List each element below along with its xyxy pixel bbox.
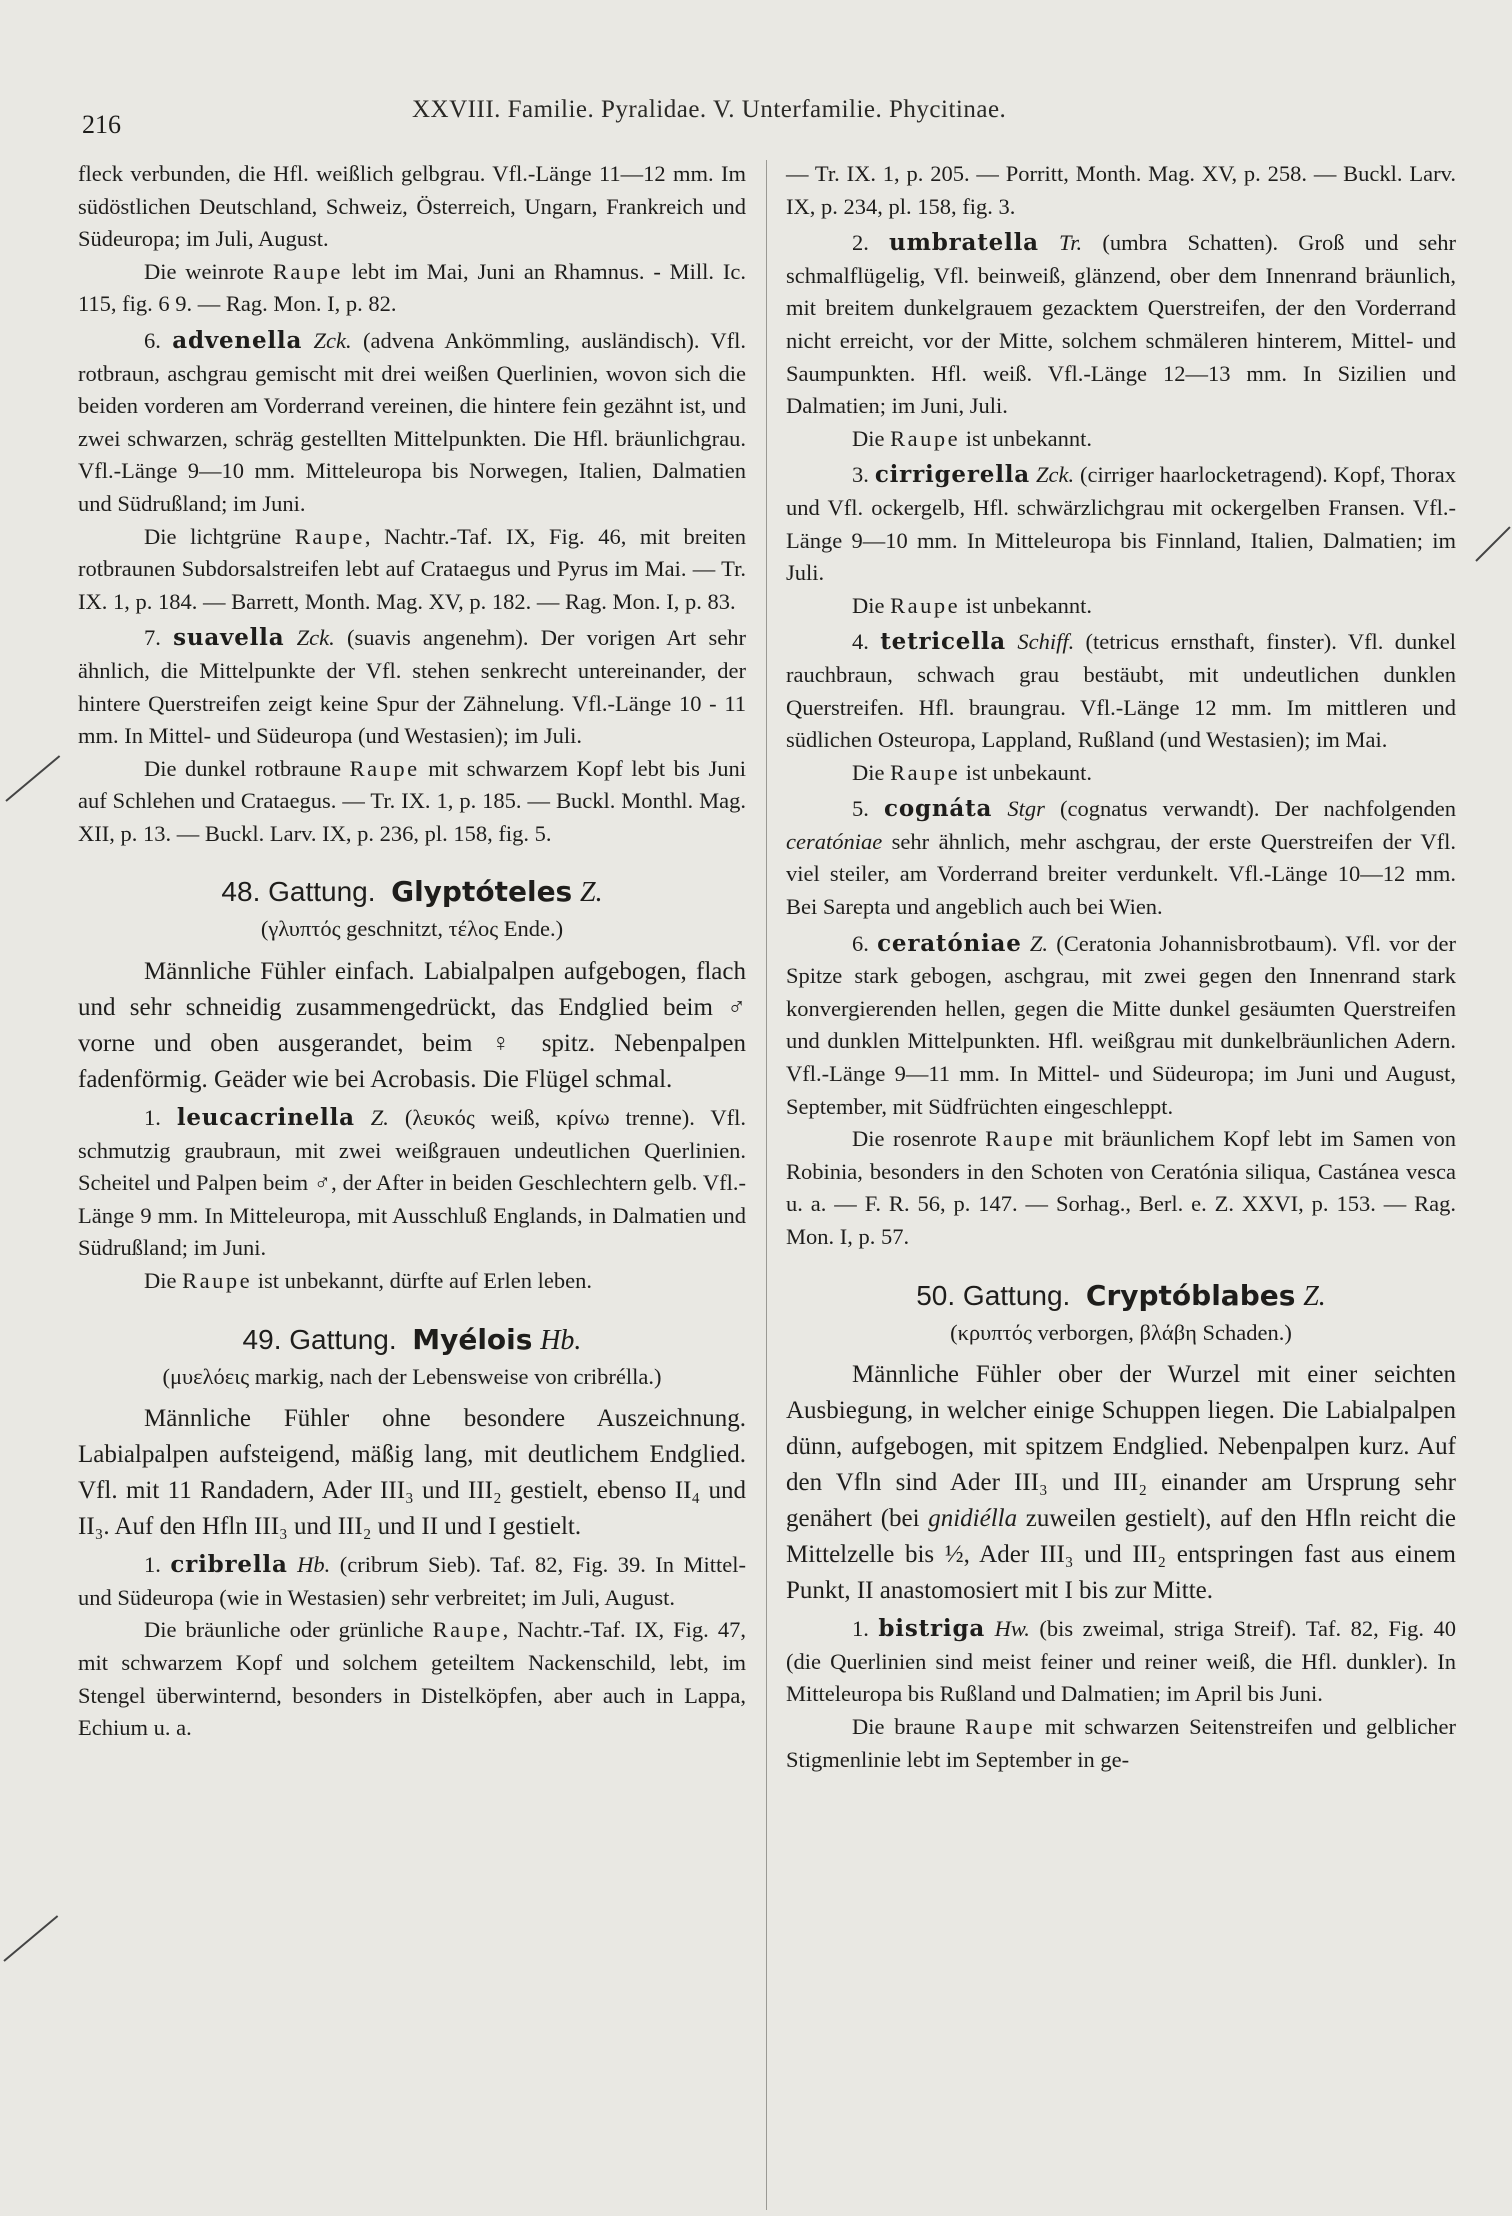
right-column — [786, 158, 1456, 1776]
raupe-paragraph: Die dunkel rotbraune Raupe mit schwarzem Kopf lebt bis Juni auf Schlehen und Crataegus. — Tr. IX. 1, p. 185. — Buckl. Monthl. Mag. XII, p. 13. — Buckl. Larv. IX, p. 236, pl. 158, fig. 5. — [78, 755, 747, 846]
raupe-paragraph: Die braune Raupe mit schwarzen Seitenstreifen und gelblicher Stigmenlinie lebt im September in ge- — [786, 1713, 1456, 1772]
genus-description: Männliche Fühler einfach. Labialpalpen aufgebogen, flach und sehr schneidig zusammengedrückt, das Endglied beim ♂ vorne und oben ausgerandet, beim ♀ spitz. Nebenpalpen fadenförmig. Geäder wie bei Acrobasis. Die Flügel schmal. — [78, 958, 746, 1094]
raupe-paragraph: Die Raupe ist unbekannt. — [852, 425, 1092, 451]
species-name: suavella — [173, 624, 285, 652]
pencil-mark — [1475, 526, 1510, 561]
species-entry: 5. cognáta Stgr (cognatus verwandt). Der nachfolgenden ceratóniae sehr ähnlich, mehr aschgrau, der erste Querstreifen der Vfl. viel steiler, am Vorderrand breiter verdunkelt. Vfl.-Länge 10—12 mm. Bei Sarepta und angeblich auch bei Wien. — [786, 795, 1456, 920]
species-entry: 1. bistriga Hw. (bis zweimal, striga Streif). Taf. 82, Fig. 40 (die Querlinien sind meist feiner und reiner weiß, die Hfl. dunkler). In Mitteleuropa bis Rußland und Dalmatien; im April bis Juni. — [786, 1615, 1456, 1707]
species-entry: 1. cribrella Hb. (cribrum Sieb). Taf. 82, Fig. 39. In Mittel- und Südeuropa (wie in Westasien) sehr verbreitet; im Juli, August. — [78, 1551, 747, 1610]
page-header — [0, 88, 1512, 139]
pencil-mark — [3, 1915, 58, 1962]
genus-heading: 49. Gattung. Myélois Hb. — [242, 1322, 582, 1356]
raupe-paragraph: Die lichtgrüne Raupe, Nachtr.-Taf. IX, Fig. 46, mit breiten rotbraunen Subdorsalstreifen lebt auf Crataegus und Pyrus im Mai. — Tr. IX. 1, p. 184. — Barrett, Month. Mag. XV, p. 182. — Rag. Mon. I, p. 83. — [78, 523, 746, 614]
species-entry: 7. suavella Zck. (suavis angenehm). Der vorigen Art sehr ähnlich, die Mittelpunkte der Vfl. stehen senkrecht untereinander, der hintere Querstreifen zeigt keine Spur der Zähnelung. Vfl.-Länge 10 - 11 mm. In Mittel- und Südeuropa (und Westasien); im Juli. — [78, 624, 746, 749]
page-number: 216 — [82, 110, 121, 139]
raupe-paragraph: Die Raupe ist unbekaunt. — [852, 759, 1092, 785]
raupe-paragraph: Die Raupe ist unbekannt, dürfte auf Erlen leben. — [144, 1268, 592, 1294]
species-name: cribrella — [170, 1551, 288, 1579]
etymology: (μυελόεις markig, nach der Lebensweise von cribrélla.) — [162, 1363, 662, 1389]
raupe-paragraph: Die Raupe ist unbekannt. — [852, 592, 1092, 618]
paragraph: — Tr. IX. 1, p. 205. — Porritt, Month. Mag. XV, p. 258. — Buckl. Larv. IX, p. 234, pl. 158, fig. 3. — [786, 161, 1456, 219]
species-name: tetricella — [880, 628, 1006, 656]
species-name: cognáta — [884, 795, 993, 823]
species-entry: 2. umbratella Tr. (umbra Schatten). Groß und sehr schmalflügelig, Vfl. beinweiß, glänzend, ober dem Innenrand bräunlich, mit breitem dunkelgrauem gezacktem Querstreifen, der den Vorderrand nicht erreicht, vor der Mitte, solchem schmäleren hinterem, Mittel- und Saumpunkten. Hfl. weiß. Vfl.-Länge 12—13 mm. In Sizilien und Dalmatien; im Juni, Juli. — [786, 229, 1457, 419]
species-name: bistriga — [878, 1615, 986, 1643]
species-name: leucacrinella — [176, 1104, 355, 1132]
species-entry: 6. advenella Zck. (advena Ankömmling, ausländisch). Vfl. rotbraun, aschgrau gemischt mit drei weißen Querlinien, wovon sich die beiden vorderen am Vorderrand vereinen, die hintere fein gezähnt ist, und zwei schwarzen, schräg gestellten Mittelpunkten. Die Hfl. bräunlichgrau. Vfl.-Länge 9—10 mm. Mitteleuropa bis Norwegen, Italien, Dalmatien und Südrußland; im Juni. — [78, 326, 747, 516]
genus-heading: 50. Gattung. Cryptóblabes Z. — [916, 1278, 1326, 1312]
paragraph: fleck verbunden, die Hfl. weißlich gelbgrau. Vfl.-Länge 11—12 mm. Im südöstlichen Deutschland, Schweiz, Österreich, Ungarn, Frankreich und Südeuropa; im Juli, August. — [78, 161, 746, 252]
genus-description: Männliche Fühler ohne besondere Auszeichnung. Labialpalpen aufsteigend, mäßig lang, mit deutlichem Endglied. Vfl. mit 11 Randadern, Ader III₃ und III₂ gestielt, ebenso II₄ und II₃. Auf den Hfln III₃ und III₂ und II und I gestielt. — [78, 1405, 746, 1541]
running-head: XXVIII. Familie. Pyralidae. V. Unterfamilie. Phycitinae. — [412, 96, 1007, 123]
genus-heading: 48. Gattung. Glyptóteles Z. — [221, 875, 603, 909]
pencil-mark — [5, 755, 60, 802]
column-divider — [766, 160, 767, 2210]
etymology: (γλυπτός geschnitzt, τέλος Ende.) — [260, 916, 564, 942]
raupe-paragraph: Die weinrote Raupe lebt im Mai, Juni an Rhamnus. - Mill. Ic. 115, fig. 6 9. — Rag. Mon. I, p. 82. — [78, 258, 746, 317]
left-column — [78, 158, 746, 1745]
species-name: umbratella — [889, 229, 1039, 257]
species-entry: 6. ceratóniae Z. (Ceratonia Johannisbrotbaum). Vfl. vor der Spitze stark gebogen, aschgrau, mit zwei gegen den Innenrand stark konvergierenden hellen, gegen die Mitte dunkel gesäumten Querstreifen und dunklen Mittelpunkten. Hfl. weißgrau mit dunkelbräunlichen Adern. Vfl.-Länge 9—11 mm. In Mittel- und Südeuropa; im Juni und August, September, mit Südfrüchten eingeschleppt. — [786, 929, 1457, 1119]
species-name: ceratóniae — [877, 929, 1022, 957]
species-name: cirrigerella — [874, 461, 1030, 489]
species-entry: 1. leucacrinella Z. (λευκός weiß, κρίνω trenne). Vfl. schmutzig graubraun, mit zwei weißgrauen undeutlichen Querlinien. Scheitel und Palpen beim ♂, der After in beiden Geschlechtern gelb. Vfl.-Länge 9 mm. In Mitteleuropa, mit Ausschluß Englands, in Dalmatien und Südrußland; im Juni. — [78, 1104, 747, 1261]
raupe-paragraph: Die rosenrote Raupe mit bräunlichem Kopf lebt im Samen von Robinia, besonders in den Schoten von Ceratónia siliqua, Castánea vesca u. a. — F. R. 56, p. 147. — Sorhag., Berl. e. Z. XXVI, p. 153. — Rag. Mon. I, p. 57. — [786, 1126, 1456, 1249]
raupe-paragraph: Die bräunliche oder grünliche Raupe, Nachtr.-Taf. IX, Fig. 47, mit schwarzem Kopf und solchem geteiltem Nackenschild, lebt, im Stengel überwinternd, besonders in Distelköpfen, aber auch in Lappa, Echium u. a. — [78, 1617, 746, 1741]
species-entry: 4. tetricella Schiff. (tetricus ernsthaft, finster). Vfl. dunkel rauchbraun, schwach grau bestäubt, mit undeutlichen dunklen Querstreifen. Hfl. braungrau. Vfl.-Länge 12 mm. Im mittleren und südlichen Osteuropa, Lappland, Rußland (und Westasien); im Mai. — [786, 628, 1457, 753]
species-entry: 3. cirrigerella Zck. (cirriger haarlocketragend). Kopf, Thorax und Vfl. ockergelb, Hfl. schwärzlichgrau mit ockergelben Fransen. Vfl.-Länge 9—10 mm. In Mitteleuropa bis Finnland, Italien, Dalmatien; im Juli. — [786, 461, 1457, 586]
species-name: advenella — [172, 326, 303, 354]
genus-description: Männliche Fühler ober der Wurzel mit einer seichten Ausbiegung, in welcher einige Schuppen liegen. Die Labialpalpen dünn, aufgebogen, mit spitzem Endglied. Nebenpalpen kurz. Auf den Vfln sind Ader III₃ und III₂ einander am Ursprung sehr genähert (bei gnidiélla zuweilen gestielt), auf den Hfln reicht die Mittelzelle bis ½, Ader III₃ und III₂ entspringen fast aus einem Punkt, II anastomosiert mit I bis zur Mitte. — [786, 1361, 1456, 1605]
etymology: (κρυπτός verborgen, βλάβη Schaden.) — [950, 1319, 1292, 1345]
